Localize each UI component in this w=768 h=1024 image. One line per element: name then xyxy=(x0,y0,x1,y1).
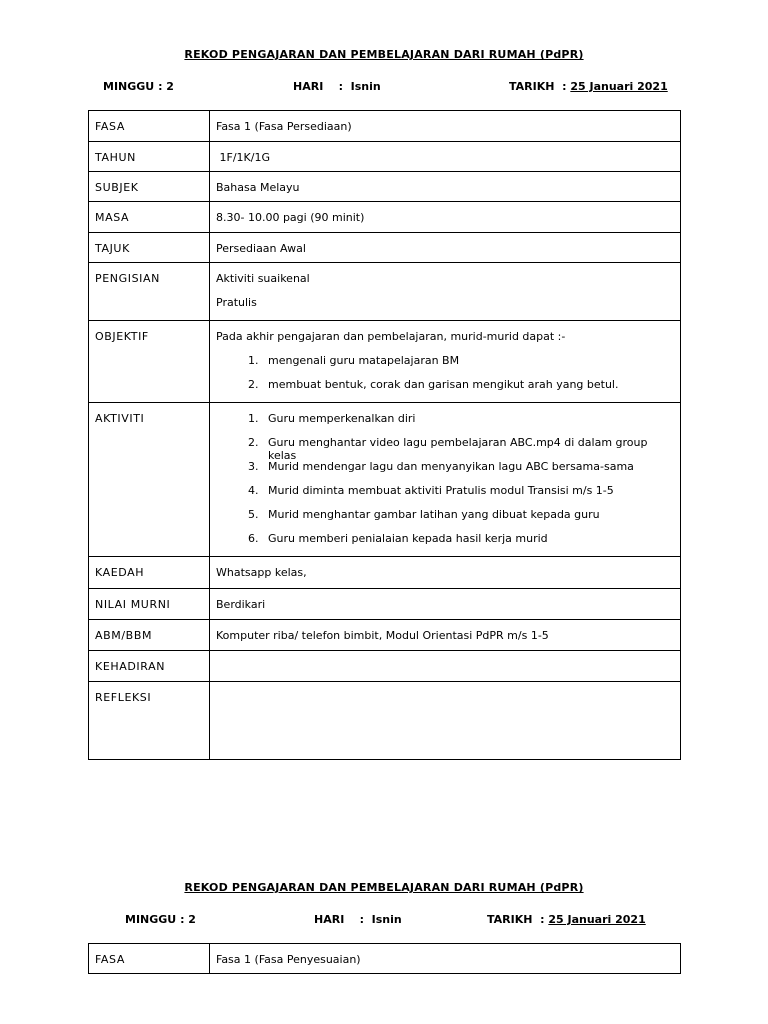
row-key: FASA xyxy=(89,944,210,974)
table-row xyxy=(89,557,681,589)
hari-label: HARI : Isnin xyxy=(293,80,381,93)
table-row xyxy=(89,172,681,202)
row-value xyxy=(210,321,681,403)
aktiviti-list xyxy=(216,412,674,556)
row-value: Berdikari xyxy=(210,589,681,620)
list-item: 1. mengenali guru matapelajaran BM xyxy=(262,354,674,378)
page-title: REKOD PENGAJARAN DAN PEMBELAJARAN DARI RUMAH (PdPR) xyxy=(184,881,584,894)
row-value: Komputer riba/ telefon bimbit, Modul Orientasi PdPR m/s 1-5 xyxy=(210,620,681,651)
list-item: 2. Guru menghantar video lagu pembelajaran ABC.mp4 di dalam group kelas xyxy=(262,436,674,460)
page-title: REKOD PENGAJARAN DAN PEMBELAJARAN DARI RUMAH (PdPR) xyxy=(184,48,584,61)
record-table xyxy=(88,943,681,974)
pengisian-line: Aktiviti suaikenal xyxy=(216,272,310,285)
table-row xyxy=(89,651,681,682)
tarikh xyxy=(487,913,646,926)
tarikh xyxy=(509,80,668,93)
row-key: TAHUN xyxy=(89,142,210,172)
list-item: 2. membuat bentuk, corak dan garisan mengikut arah yang betul. xyxy=(262,378,674,402)
objektif-intro: Pada akhir pengajaran dan pembelajaran, murid-murid dapat :- xyxy=(216,330,566,343)
row-key: REFLEKSI xyxy=(89,682,210,760)
row-key: AKTIVITI xyxy=(89,403,210,557)
table-row xyxy=(89,944,681,974)
table-row xyxy=(89,142,681,172)
row-value xyxy=(210,263,681,321)
row-key: ABM/BBM xyxy=(89,620,210,651)
table-row xyxy=(89,620,681,651)
table-row xyxy=(89,403,681,557)
objektif-list xyxy=(216,354,674,402)
list-item: 5. Murid menghantar gambar latihan yang dibuat kepada guru xyxy=(262,508,674,532)
row-key: MASA xyxy=(89,202,210,233)
list-item: 4. Murid diminta membuat aktiviti Pratulis modul Transisi m/s 1-5 xyxy=(262,484,674,508)
row-value: Whatsapp kelas, xyxy=(210,557,681,589)
tarikh-label: TARIKH : xyxy=(487,913,549,926)
table-row xyxy=(89,321,681,403)
row-key: NILAI MURNI xyxy=(89,589,210,620)
row-value: 8.30- 10.00 pagi (90 minit) xyxy=(210,202,681,233)
table-row xyxy=(89,111,681,142)
row-key: FASA xyxy=(89,111,210,142)
row-value xyxy=(210,682,681,760)
table-row xyxy=(89,202,681,233)
minggu-label: MINGGU : 2 xyxy=(103,80,174,93)
row-key: PENGISIAN xyxy=(89,263,210,321)
tarikh-label: TARIKH : xyxy=(509,80,571,93)
row-key: SUBJEK xyxy=(89,172,210,202)
list-item: 1. Guru memperkenalkan diri xyxy=(262,412,674,436)
row-value: Bahasa Melayu xyxy=(210,172,681,202)
row-key: TAJUK xyxy=(89,233,210,263)
row-value xyxy=(210,651,681,682)
row-key: KEHADIRAN xyxy=(89,651,210,682)
table-row xyxy=(89,682,681,760)
table-row xyxy=(89,589,681,620)
tarikh-value: 25 Januari 2021 xyxy=(570,80,668,93)
record-table xyxy=(88,110,681,760)
row-value: Fasa 1 (Fasa Penyesuaian) xyxy=(210,944,681,974)
minggu-label: MINGGU : 2 xyxy=(125,913,196,926)
row-value: Persediaan Awal xyxy=(210,233,681,263)
table-row xyxy=(89,233,681,263)
row-key: OBJEKTIF xyxy=(89,321,210,403)
hari-label: HARI : Isnin xyxy=(314,913,402,926)
list-item: 3. Murid mendengar lagu dan menyanyikan lagu ABC bersama-sama xyxy=(262,460,674,484)
table-row xyxy=(89,263,681,321)
row-value xyxy=(210,403,681,557)
list-item: 6. Guru memberi penialaian kepada hasil kerja murid xyxy=(262,532,674,556)
row-key: KAEDAH xyxy=(89,557,210,589)
tarikh-value: 25 Januari 2021 xyxy=(548,913,646,926)
pengisian-line: Pratulis xyxy=(216,296,257,309)
row-value: Fasa 1 (Fasa Persediaan) xyxy=(210,111,681,142)
row-value: 1F/1K/1G xyxy=(210,142,681,172)
